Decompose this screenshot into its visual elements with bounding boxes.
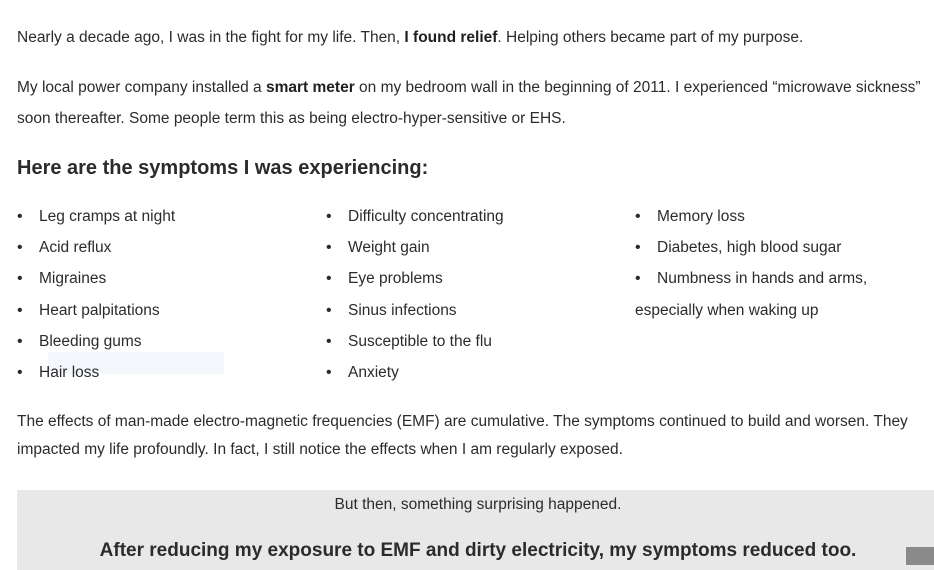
symptom-item — [17, 201, 175, 232]
symptom-item — [17, 357, 175, 388]
symptom-label: Susceptible to the flu — [348, 332, 492, 350]
intro-paragraph — [17, 22, 803, 53]
callout-box — [17, 490, 934, 570]
smart-meter-text-line2: soon thereafter. Some people term this as being electro-hyper-sensitive or EHS. — [17, 110, 566, 127]
smart-meter-bold: smart meter — [265, 79, 355, 96]
symptom-item — [17, 326, 175, 357]
symptom-item — [635, 201, 867, 232]
symptom-continuation: especially when waking up — [635, 302, 819, 319]
bullet-icon: • — [326, 301, 332, 319]
smart-meter-text: My local power company installed a — [17, 79, 266, 96]
symptoms-list-col2 — [326, 201, 504, 388]
bullet-icon: • — [17, 208, 23, 225]
symptom-label: Memory loss — [657, 208, 745, 225]
bullet-icon: • — [635, 208, 641, 225]
effects-paragraph: The effects of man-made electro-magnetic frequencies (EMF) are cumulative. The symptoms continued to build and worsen. They impacted my life profoundly. In fact, I still notice the effects when I am regularly exposed. — [17, 413, 908, 458]
symptom-item — [635, 263, 867, 294]
intro-text: Nearly a decade ago, I was in the fight for my life. Then, — [17, 29, 405, 46]
symptom-item — [326, 357, 504, 388]
symptom-label: Bleeding gums — [39, 332, 142, 350]
symptom-item — [326, 295, 504, 326]
scroll-to-top-button[interactable] — [906, 547, 934, 565]
bullet-icon: • — [17, 270, 23, 288]
symptom-label: Hair loss — [39, 363, 100, 381]
bullet-icon: • — [326, 270, 332, 288]
symptom-label: Leg cramps at night — [39, 208, 176, 225]
bullet-icon: • — [17, 332, 23, 350]
symptom-item — [326, 201, 504, 232]
symptom-item — [17, 295, 175, 326]
symptom-label: Eye problems — [348, 270, 443, 288]
callout-heading: After reducing my exposure to EMF and dirty electricity, my symptoms reduced too. — [99, 540, 857, 561]
bullet-icon: • — [17, 301, 23, 319]
bullet-icon: • — [17, 239, 23, 257]
intro-bold: I found relief — [404, 29, 498, 46]
symptom-label: Sinus infections — [348, 301, 457, 319]
symptom-item — [326, 232, 504, 263]
symptom-item — [17, 263, 175, 294]
symptom-item — [326, 263, 504, 294]
symptoms-list-col3 — [635, 201, 867, 295]
bullet-icon: • — [326, 208, 332, 225]
symptom-label: Heart palpitations — [39, 301, 160, 319]
symptom-label: Acid reflux — [39, 239, 112, 257]
symptom-label: Numbness in hands and arms, — [657, 270, 868, 288]
symptom-label: Difficulty concentrating — [348, 208, 504, 225]
callout-subtitle: But then, something surprising happened. — [334, 496, 622, 513]
bullet-icon: • — [326, 239, 332, 257]
symptom-label: Anxiety — [348, 363, 399, 381]
symptom-label: Migraines — [39, 270, 107, 288]
smart-meter-text-end: on my bedroom wall in the beginning of 2011. I experienced “microwave sickness” — [354, 79, 921, 96]
symptom-item — [635, 232, 867, 263]
bullet-icon: • — [635, 239, 641, 257]
symptom-item — [326, 326, 504, 357]
symptoms-list-col1 — [17, 201, 175, 388]
symptom-label: Weight gain — [348, 239, 430, 257]
bullet-icon: • — [17, 363, 23, 381]
symptom-label: Diabetes, high blood sugar — [657, 239, 842, 257]
bullet-icon: • — [326, 363, 332, 381]
symptom-item — [17, 232, 175, 263]
bullet-icon: • — [326, 332, 332, 350]
intro-text-end: . Helping others became part of my purpose. — [497, 29, 804, 46]
smart-meter-paragraph — [17, 72, 920, 134]
bullet-icon: • — [635, 270, 641, 288]
symptoms-heading: Here are the symptoms I was experiencing: — [17, 157, 429, 179]
